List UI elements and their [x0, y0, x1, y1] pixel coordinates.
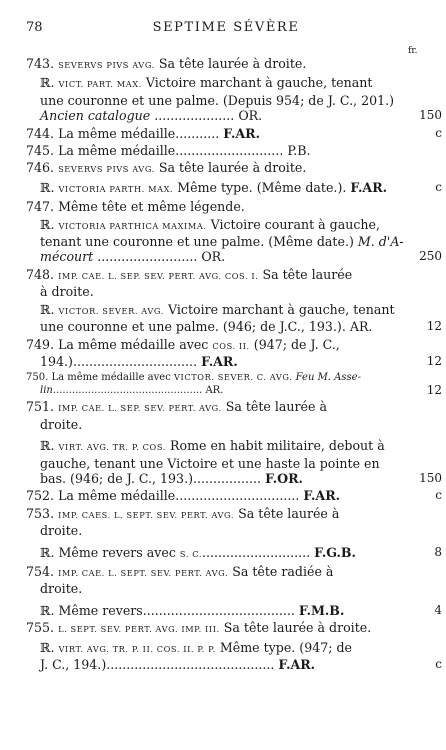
entry-number: 744.: [26, 125, 55, 141]
leader-dots: .................: [192, 470, 262, 486]
reverse-754: [26, 602, 442, 618]
obverse-legend: IMP. CAES. L. SEPT. SEV. PERT. AVG.: [58, 509, 235, 520]
metal-grade: F.AR.: [303, 488, 341, 504]
entry-745: [26, 143, 412, 158]
reverse-description-cont: gauche, tenant une Victoire et une haste la pointe en: [40, 455, 380, 471]
entry-750: [26, 371, 442, 398]
metal-grade: OR.: [201, 249, 226, 265]
obverse-description: Sa tête laurée à droite.: [223, 620, 372, 636]
metal-grade: F.M.B.: [298, 602, 345, 618]
entry-number: 748.: [26, 266, 55, 282]
leader-dots: ....................: [154, 108, 235, 124]
reverse-legend: VICT. PART. MAX.: [58, 79, 142, 90]
leader-dots: ......................................: [142, 602, 295, 618]
reverse-description-cont: tenant une couronne et une palme. (Même date.): [40, 234, 354, 250]
entry-749: [26, 336, 442, 370]
entry-755: [26, 620, 412, 637]
leader-dots: ...............................................: [52, 385, 203, 397]
metal-grade: AR.: [205, 385, 224, 397]
source-note-cont: lin: [40, 385, 53, 397]
reverse-description: Même revers avec: [58, 544, 176, 560]
metal-grade: AR.: [349, 319, 373, 335]
entry-747: [26, 199, 412, 214]
entry-date: (947; de J. C.,: [253, 336, 340, 352]
leader-dots: ...........................: [175, 143, 284, 159]
reverse-description: Rome en habit militaire, debout à: [170, 438, 385, 454]
entry-number: 752.: [26, 488, 55, 504]
reverse-mark: ℝ.: [40, 301, 55, 317]
reverse-description: Victoire marchant à gauche, tenant: [145, 75, 373, 91]
reverse-mark: ℝ.: [40, 216, 55, 232]
obverse-legend: IMP. CAE. L. SEPT. SEV. PERT. AVG.: [58, 567, 229, 578]
rarity-value: 12: [426, 319, 442, 334]
entry-number: 750.: [26, 372, 49, 384]
metal-grade: F.G.B.: [314, 544, 356, 560]
entry-description: La même médaille avec: [58, 336, 209, 352]
obverse-legend: SEVERVS PIVS AVG.: [58, 164, 155, 175]
leader-dots: ...........: [175, 125, 220, 141]
metal-grade: F.AR.: [278, 657, 316, 672]
source-note: Feu M. Asse-: [295, 372, 361, 384]
metal-grade: F.AR.: [223, 125, 260, 141]
rarity-value: c: [435, 488, 442, 503]
page-header: [26, 20, 426, 40]
obverse-description-cont: droite.: [40, 523, 83, 539]
entry-legend: VICTOR. SEVER. C. AVG.: [174, 372, 293, 383]
reverse-legend: VIRT. AVG. TR. P. II. COS. II. P. P.: [58, 643, 216, 654]
reverse-mark: ℝ.: [40, 639, 55, 655]
page-number: 78: [26, 20, 43, 35]
reverse-748: [26, 301, 442, 335]
rarity-value: 12: [426, 353, 442, 368]
reverse-mark: ℝ.: [40, 602, 55, 618]
reverse-description: Victoire marchant à gauche, tenant: [167, 301, 395, 317]
entry-number: 753.: [26, 505, 55, 521]
metal-grade: F.AR.: [350, 179, 388, 195]
source-note: M. d'A-: [357, 234, 404, 250]
source-note: Ancien catalogue: [40, 108, 151, 124]
obverse-legend: IMP. CAE. L. SEP. SEV. PERT. AVG.: [58, 403, 222, 414]
entry-number: 745.: [26, 143, 55, 159]
obverse-description: Sa tête laurée: [262, 266, 353, 282]
rarity-value: 12: [426, 383, 442, 398]
leader-dots: ...............................: [72, 353, 198, 369]
reverse-753: [26, 544, 442, 562]
obverse-description: Sa tête radiée à: [232, 563, 334, 579]
entry-description: Même tête et même légende.: [58, 199, 245, 215]
entry-description: La même médaille: [58, 125, 176, 141]
entry-number: 755.: [26, 620, 55, 636]
reverse-746: [26, 179, 442, 197]
entry-description: La même médaille avec: [51, 372, 171, 384]
reverse-legend: VIRT. AVG. TR. P. COS.: [58, 442, 166, 453]
reverse-mark: ℝ.: [40, 438, 55, 454]
reverse-mark: ℝ.: [40, 179, 55, 195]
entry-legend: COS. II.: [212, 340, 250, 351]
running-title: SEPTIME SÉVÈRE: [152, 20, 300, 35]
entry-number: 743.: [26, 56, 55, 71]
rarity-value: 4: [434, 602, 442, 617]
rarity-value: c: [435, 125, 442, 140]
rarity-value: 150: [419, 470, 442, 485]
reverse-legend: VICTORIA PARTH. MAX.: [58, 183, 174, 194]
obverse-legend: IMP. CAE. L. SEP. SEV. PERT. AVG. COS. I.: [58, 270, 259, 281]
reverse-755: [26, 639, 442, 673]
reverse-description: Même revers: [58, 602, 143, 618]
entry-754: [26, 564, 412, 597]
entry-number: 746.: [26, 160, 55, 176]
obverse-description: Sa tête laurée à droite.: [158, 56, 307, 71]
entry-list: [26, 56, 442, 674]
reverse-description-cont2: bas. (946; de J. C., 193.): [40, 470, 193, 486]
entry-752: [26, 488, 442, 504]
metal-grade: F.OR.: [265, 470, 303, 486]
rarity-value: 150: [419, 108, 442, 123]
metal-grade: OR.: [238, 108, 263, 124]
reverse-751: [26, 438, 442, 486]
leader-dots: ...............................: [175, 488, 300, 504]
entry-744: [26, 125, 442, 141]
reverse-description-cont: une couronne et une palme. (Depuis 954; de J. C., 201.): [40, 92, 395, 108]
entry-description: La même médaille: [58, 488, 176, 504]
entry-number: 754.: [26, 563, 55, 579]
source-note-cont: mécourt: [40, 249, 94, 265]
obverse-description-cont: droite.: [40, 416, 83, 432]
entry-description: La même médaille: [58, 143, 176, 159]
reverse-mark: ℝ.: [40, 75, 55, 91]
obverse-legend: L. SEPT. SEV. PERT. AVG. IMP. III.: [58, 624, 220, 635]
rarity-value: 8: [434, 544, 442, 559]
obverse-description-cont: à droite.: [40, 284, 94, 300]
reverse-description: Même type. (Même date.).: [177, 179, 347, 195]
reverse-legend: S. C.: [179, 548, 203, 559]
entry-748: [26, 267, 412, 300]
entry-date-cont: 194.): [40, 353, 73, 369]
reverse-legend: VICTORIA PARTHICA MAXIMA.: [58, 220, 207, 231]
entry-number: 747.: [26, 199, 55, 215]
reverse-747: [26, 216, 442, 265]
reverse-description: Même type. (947; de: [219, 639, 353, 655]
reverse-description: Victoire courant à gauche,: [210, 216, 380, 232]
entry-number: 749.: [26, 336, 55, 352]
entry-743: [26, 56, 412, 73]
reverse-mark: ℝ.: [40, 544, 55, 560]
rarity-value: 250: [419, 249, 442, 264]
metal-grade: P.B.: [287, 143, 311, 159]
reverse-legend: VICTOR. SEVER. AVG.: [58, 305, 164, 316]
obverse-description-cont: droite.: [40, 581, 83, 597]
entry-746: [26, 160, 412, 177]
rarity-value: c: [435, 179, 442, 194]
obverse-description: Sa tête laurée à: [225, 399, 327, 415]
obverse-legend: SEVERVS PIVS AVG.: [58, 60, 155, 70]
reverse-743: [26, 75, 442, 124]
leader-dots: ...........................: [202, 544, 311, 560]
obverse-description: Sa tête laurée à: [238, 505, 340, 521]
entry-number: 751.: [26, 399, 55, 415]
entry-753: [26, 506, 412, 539]
metal-grade: F.AR.: [201, 353, 238, 369]
reverse-description-cont: une couronne et une palme. (946; de J.C., 193.).: [40, 319, 346, 335]
leader-dots: ..........................................: [106, 657, 275, 672]
unit-label: fr.: [408, 46, 418, 56]
obverse-description: Sa tête laurée à droite.: [158, 160, 307, 176]
entry-751: [26, 399, 412, 432]
reverse-description-cont: J. C., 194.): [40, 657, 107, 672]
rarity-value: c: [435, 657, 442, 671]
leader-dots: .........................: [97, 249, 198, 265]
